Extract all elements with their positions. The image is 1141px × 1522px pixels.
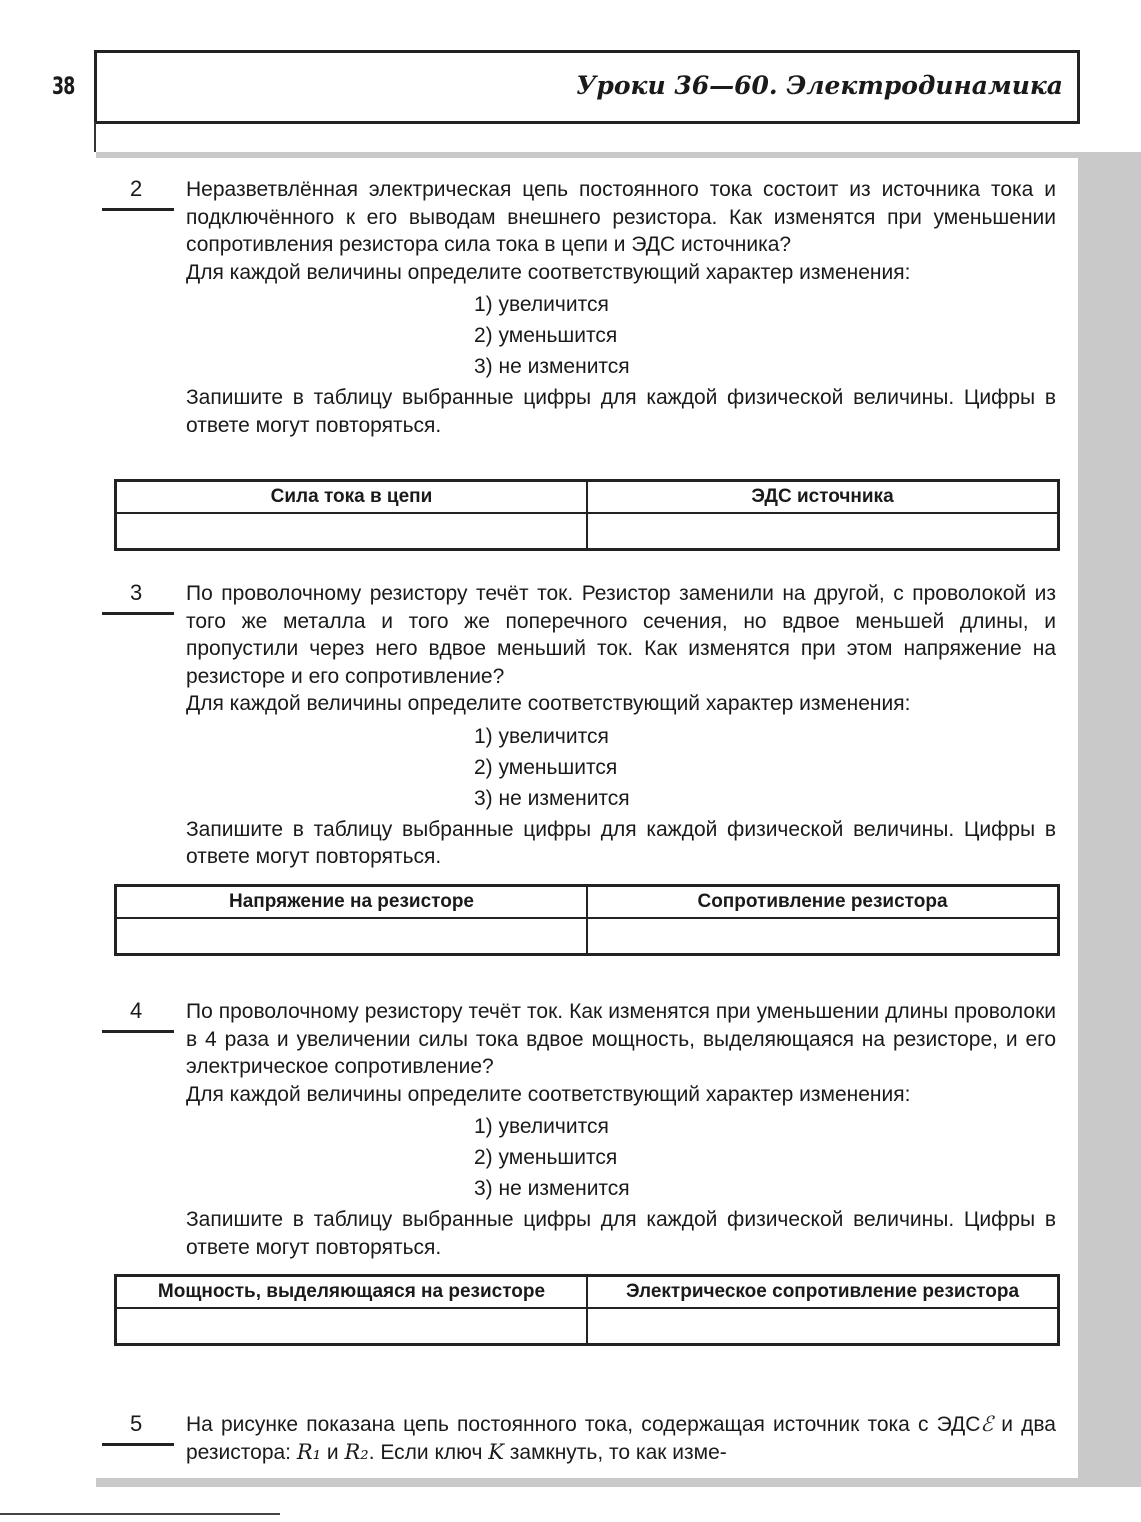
task-number: 5: [130, 1411, 143, 1436]
task-text: [186, 1411, 1056, 1466]
task-footer: Запишите в таблицу выбранные цифры для каждой физической величины. Цифры в ответе могут повторяться.: [186, 817, 1056, 868]
page-number: 38: [52, 72, 75, 100]
task-footer: Запишите в таблицу выбранные цифры для каждой физической величины. Цифры в ответе могут повторяться.: [186, 1208, 1056, 1259]
resistor-r1-label: R₁: [296, 1439, 322, 1464]
answer-line: [102, 208, 174, 211]
header-divider: [94, 122, 96, 152]
task-text-part: . Если ключ: [368, 1440, 489, 1464]
task-instruction: Для каждой величины определите соответствующий характер изменения:: [186, 260, 911, 284]
answer-table: [114, 1274, 1060, 1346]
option-item: 2) уменьшится: [474, 755, 618, 779]
answer-cell[interactable]: [116, 1308, 588, 1345]
table-header: Электрическое сопротивление резистора: [587, 1276, 1059, 1309]
answer-line: [102, 1443, 174, 1446]
resistor-r2-label: R₂: [344, 1439, 369, 1464]
answer-line: [102, 1030, 174, 1033]
options-list: [474, 721, 1056, 814]
task-instruction: Для каждой величины определите соответствующий характер изменения:: [186, 1082, 911, 1106]
answer-cell[interactable]: [587, 513, 1059, 550]
task-footer: Запишите в таблицу выбранные цифры для каждой физической величины. Цифры в ответе могут повторяться.: [186, 386, 1056, 437]
answer-cell[interactable]: [587, 918, 1059, 955]
chapter-title: Уроки 36—60. Электродинамика: [576, 71, 1063, 100]
task-body: [186, 176, 1056, 439]
option-item: 2) уменьшится: [474, 1146, 618, 1169]
answer-table: [114, 884, 1060, 956]
table-header: ЭДС источника: [587, 481, 1059, 514]
answer-line: [102, 612, 174, 615]
option-item: 2) уменьшится: [474, 324, 618, 347]
task-text-part: замкнуть, то как изме-: [503, 1440, 727, 1464]
switch-label: K: [488, 1439, 504, 1464]
task-body: [186, 1411, 1056, 1466]
options-list: [474, 1111, 1056, 1204]
option-item: 3) не изменится: [474, 1177, 630, 1200]
table-header: Мощность, выделяющаяся на резисторе: [116, 1276, 588, 1309]
page-content: [88, 158, 1078, 1478]
emf-symbol: ℰ: [980, 1412, 994, 1436]
table-header: Сила тока в цепи: [116, 481, 588, 514]
answer-cell[interactable]: [116, 918, 588, 955]
task-number: 3: [130, 580, 143, 605]
table-header: Напряжение на резисторе: [116, 886, 588, 919]
option-item: 1) увеличится: [474, 293, 609, 316]
option-item: 3) не изменится: [474, 786, 630, 810]
task-text-part: и два резистора:: [186, 1413, 1056, 1464]
task-text-part: На рисунке показана цепь постоянного тока, содержащая источник тока с ЭДС: [186, 1413, 981, 1436]
answer-table: [114, 479, 1060, 551]
task-number: 2: [130, 176, 143, 201]
task-body: [186, 998, 1056, 1261]
answer-cell[interactable]: [587, 1308, 1059, 1345]
option-item: 1) увеличится: [474, 724, 609, 748]
task-text: По проволочному резистору течёт ток. Как изменятся при уменьшении длины проволоки в 4 раза и увеличении силы тока вдвое мощность, выделяющаяся на резисторе, и его электрическое сопротивление?: [186, 1000, 1056, 1078]
table-header: Сопротивление резистора: [587, 886, 1059, 919]
task-text: Неразветвлённая электрическая цепь постоянного тока состоит из источника тока и подключённого к его выводам внешнего резистора. Как изменятся при уменьшении сопротивления резистора сила тока в цепи и ЭДС источника?: [186, 178, 1056, 256]
task-instruction: Для каждой величины определите соответствующий характер изменения:: [186, 692, 911, 715]
option-item: 1) увеличится: [474, 1115, 609, 1138]
answer-cell[interactable]: [116, 513, 588, 550]
chapter-header: [94, 50, 1080, 124]
task-body: [186, 580, 1056, 871]
task-text: По проволочному резистору течёт ток. Резистор заменили на другой, с проволокой из того же металла и того же поперечного сечения, но вдвое меньшей длины, и пропустили через него вдвое меньший ток. Как изменятся при этом напряжение на резисторе и его сопротивление?: [186, 582, 1056, 688]
task-text-part: и: [321, 1440, 345, 1464]
page-bottom-line: [0, 1513, 280, 1515]
task-number: 4: [130, 998, 143, 1023]
option-item: 3) не изменится: [474, 355, 630, 378]
options-list: [474, 289, 1056, 382]
